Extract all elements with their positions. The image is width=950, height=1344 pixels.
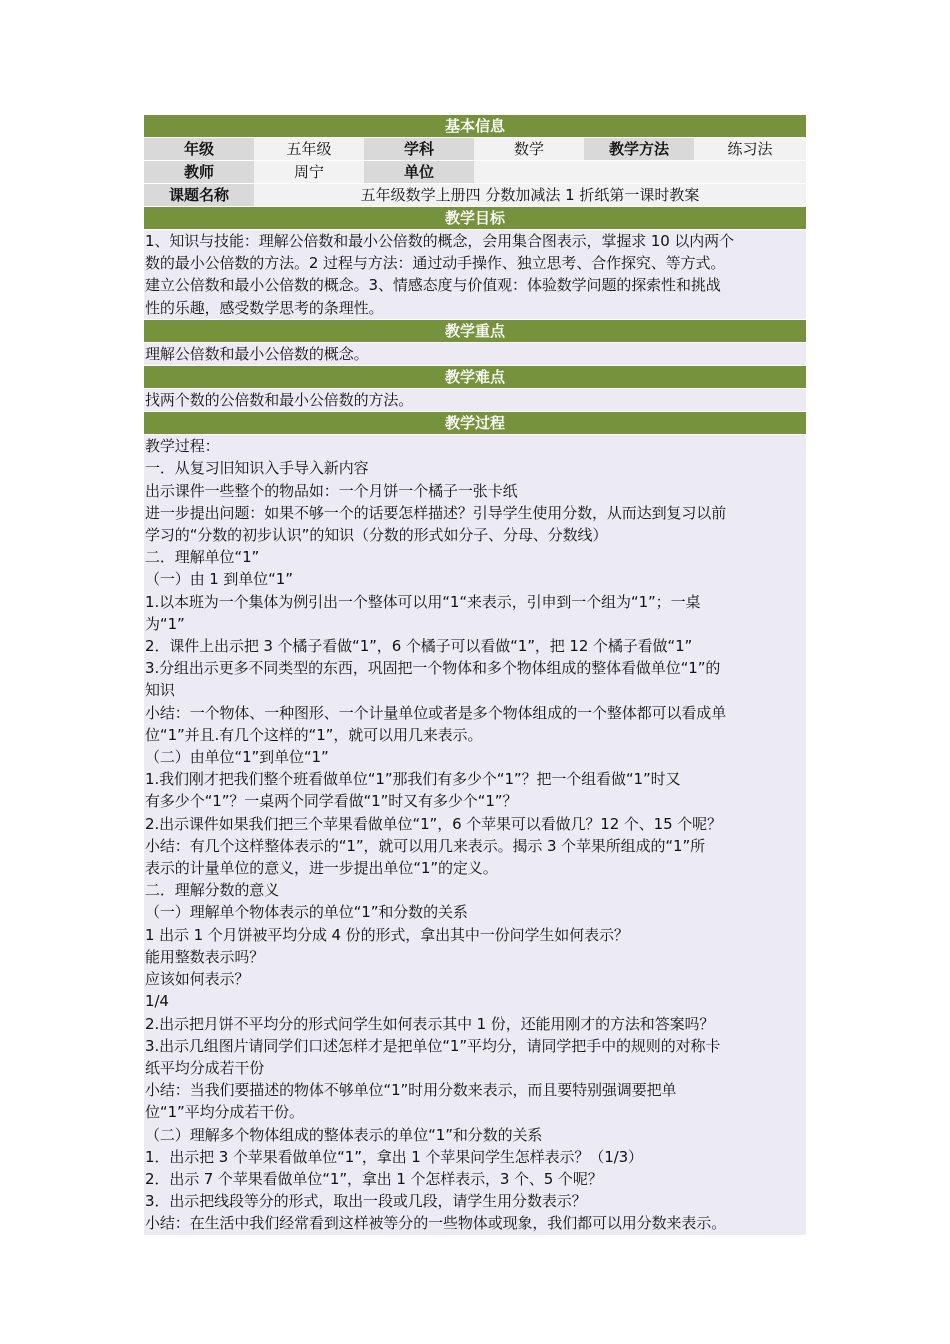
title-value: 五年级数学上册四 分数加减法 1 折纸第一课时教案	[254, 184, 806, 206]
process-line: 应该如何表示？	[145, 970, 250, 989]
process-line: 教学过程：	[145, 437, 220, 456]
method-label: 教学方法	[584, 138, 694, 160]
basic-info-header: 基本信息	[144, 115, 806, 137]
process-line: 纸平均分成若干份	[145, 1058, 265, 1077]
goals-line: 数的最小公倍数的方法。2 过程与方法：通过动手操作、独立思考、合作探究、等方式。	[145, 254, 726, 273]
teacher-label: 教师	[144, 161, 254, 183]
process-line: 知识	[145, 681, 175, 700]
process-line: 有多少个“1”？一桌两个同学看做“1”时又有多少个“1”？	[145, 792, 518, 811]
difficulty-line: 找两个数的公倍数和最小公倍数的方法。	[145, 391, 414, 410]
goals-line: 建立公倍数和最小公倍数的概念。3、情感态度与价值观：体验数学问题的探索性和挑战	[145, 276, 721, 295]
subject-label: 学科	[364, 138, 474, 160]
process-header: 教学过程	[144, 412, 806, 434]
process-line: 2.出示课件如果我们把三个苹果看做单位“1”，6 个苹果可以看做几？12 个、15 个呢？	[145, 814, 722, 833]
process-line: 位“1”并且.有几个这样的“1”，就可以用几来表示。	[145, 725, 483, 744]
grade-label: 年级	[144, 138, 254, 160]
goals-text	[144, 230, 806, 319]
goals-header: 教学目标	[144, 207, 806, 229]
process-line: 小结：有几个这样整体表示的“1”，就可以用几来表示。揭示 3 个苹果所组成的“1”所	[145, 836, 706, 855]
process-line: 2．课件上出示把 3 个橘子看做“1”，6 个橘子可以看做“1”，把 12 个橘子看做“1”	[145, 637, 693, 656]
process-line: （二）理解多个物体组成的整体表示的单位“1”和分数的关系	[145, 1125, 543, 1144]
process-text	[144, 435, 806, 1234]
process-line: 3.分组出示更多不同类型的东西，巩固把一个物体和多个物体组成的整体看做单位“1”的	[145, 659, 721, 678]
process-line: （一）由 1 到单位“1”	[145, 570, 293, 589]
process-line: 2．出示 7 个苹果看做单位“1”，拿出 1 个怎样表示，3 个、5 个呢？	[145, 1169, 603, 1188]
process-line: 1/4	[145, 992, 169, 1011]
teacher-value: 周宁	[254, 161, 364, 183]
process-line: 1.以本班为一个集体为例引出一个整体可以用“1“来表示，引申到一个组为“1”；一桌	[145, 592, 701, 611]
title-label: 课题名称	[144, 184, 254, 206]
process-line: 小结：当我们要描述的物体不够单位“1”时用分数来表示，而且要特别强调要把单	[145, 1081, 677, 1100]
process-line: 2.出示把月饼不平均分的形式问学生如何表示其中 1 份，还能用刚才的方法和答案吗？	[145, 1014, 715, 1033]
process-line: 小结：一个物体、一种图形、一个计量单位或者是多个物体组成的一个整体都可以看成单	[145, 703, 727, 722]
process-line: 小结：在生活中我们经常看到这样被等分的一些物体或现象，我们都可以用分数来表示。	[145, 1214, 727, 1233]
process-line: 1.我们刚才把我们整个班看做单位“1”那我们有多少个“1”？把一个组看做“1”时又	[145, 770, 681, 789]
focus-header: 教学重点	[144, 320, 806, 342]
process-line: 表示的计量单位的意义，进一步提出单位“1”的定义。	[145, 859, 498, 878]
process-line: 能用整数表示吗？	[145, 947, 265, 966]
subject-value: 数学	[474, 138, 584, 160]
process-line: 1．出示把 3 个苹果看做单位“1”，拿出 1 个苹果问学生怎样表示？（1/3）	[145, 1147, 643, 1166]
difficulty-text	[144, 389, 806, 411]
process-line: 1 出示 1 个月饼被平均分成 4 份的形式，拿出其中一份问学生如何表示？	[145, 925, 629, 944]
lesson-plan-document	[144, 115, 806, 1235]
focus-text	[144, 343, 806, 365]
process-line: 3．出示把线段等分的形式，取出一段或几段，请学生用分数表示？	[145, 1192, 587, 1211]
process-line: 学习的“分数的初步认识”的知识（分数的形式如分子、分母、分数线）	[145, 526, 608, 545]
process-line: 二．理解单位“1”	[145, 548, 260, 567]
process-line: （二）由单位“1”到单位“1”	[145, 748, 329, 767]
focus-line: 理解公倍数和最小公倍数的概念。	[145, 344, 369, 363]
method-value: 练习法	[694, 138, 806, 160]
info-row-teacher	[144, 161, 806, 183]
grade-value: 五年级	[254, 138, 364, 160]
process-line: 出示课件一些整个的物品如：一个月饼一个橘子一张卡纸	[145, 481, 518, 500]
process-line: （一）理解单个物体表示的单位“1”和分数的关系	[145, 903, 468, 922]
info-row-grade	[144, 138, 806, 160]
process-line: 为“1”	[145, 614, 185, 633]
difficulty-header: 教学难点	[144, 366, 806, 388]
process-line: 进一步提出问题：如果不够一个的话要怎样描述？引导学生使用分数，从而达到复习以前	[145, 503, 727, 522]
goals-line: 1、知识与技能：理解公倍数和最小公倍数的概念，会用集合图表示，掌握求 10 以内两个	[145, 232, 734, 250]
goals-line: 性的乐趣，感受数学思考的条理性。	[145, 298, 384, 317]
process-line: 一．从复习旧知识入手导入新内容	[145, 459, 369, 478]
unit-value	[474, 161, 806, 183]
unit-label: 单位	[364, 161, 474, 183]
info-row-title	[144, 184, 806, 206]
process-line: 二．理解分数的意义	[145, 881, 280, 900]
process-line: 3.出示几组图片请同学们口述怎样才是把单位“1”平均分，请同学把手中的规则的对称卡	[145, 1036, 721, 1055]
process-line: 位“1”平均分成若干份。	[145, 1103, 304, 1122]
